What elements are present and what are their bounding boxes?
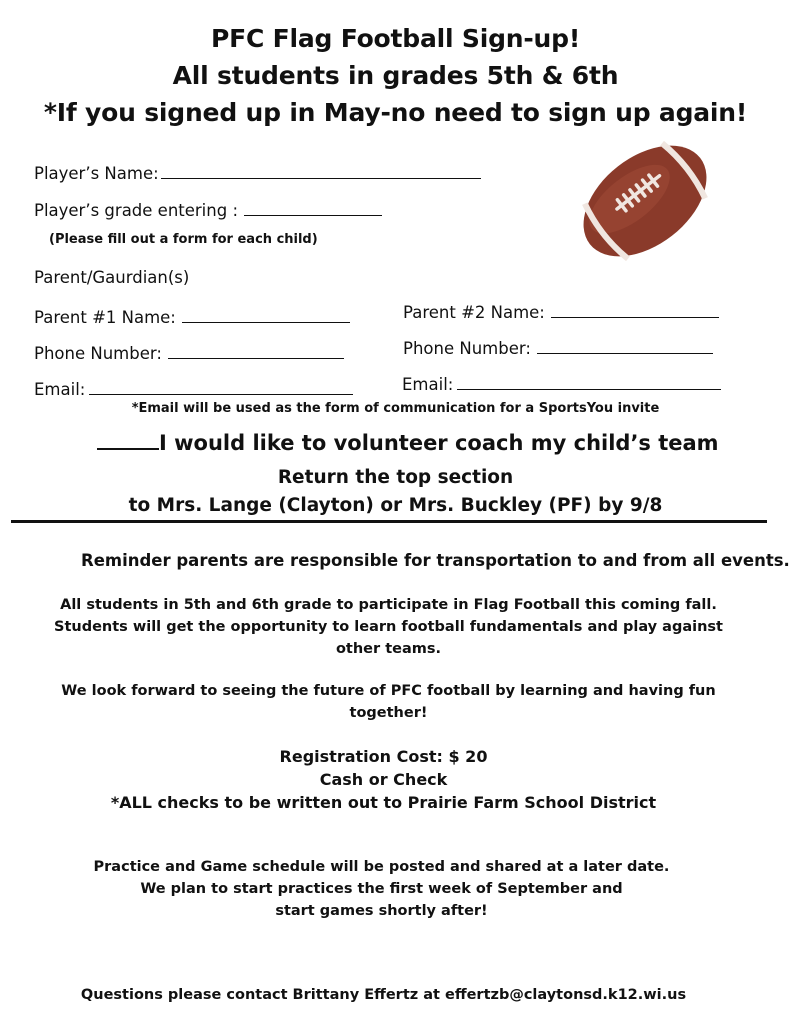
- parent1-email-field[interactable]: [34, 376, 353, 399]
- parent1-phone-field[interactable]: [34, 340, 344, 363]
- para2-line-1: We look forward to seeing the future of PFC football by learning and having fun: [61, 683, 716, 699]
- schedule-line-3: start games shortly after!: [275, 903, 488, 919]
- contact-text: Questions please contact Brittany Effertz at effertzb@claytonsd.k12.wi.us: [80, 987, 687, 1003]
- volunteer-text: I would like to volunteer coach my child’s team: [159, 431, 719, 455]
- volunteer-blank[interactable]: [97, 426, 159, 450]
- player-name-label: Player’s Name:: [34, 164, 159, 183]
- parent2-name-field[interactable]: [403, 299, 719, 322]
- player-name-blank[interactable]: [161, 160, 481, 179]
- player-name-field[interactable]: [34, 160, 481, 183]
- title-line-3: *If you signed up in May-no need to sign up again!: [43, 98, 748, 127]
- parent2-name-label: Parent #2 Name:: [403, 303, 545, 322]
- parent-heading: Parent/Gaurdian(s): [34, 268, 190, 287]
- para1-line-3: other teams.: [335, 641, 442, 657]
- parent2-phone-field[interactable]: [403, 335, 713, 358]
- parent1-name-blank[interactable]: [182, 304, 350, 323]
- return-line-2: to Mrs. Lange (Clayton) or Mrs. Buckley (PF) by 9/8: [128, 495, 663, 516]
- email-note: *Email will be used as the form of communication for a SportsYou invite: [131, 401, 660, 416]
- parent1-email-blank[interactable]: [89, 376, 353, 395]
- player-grade-field[interactable]: [34, 197, 382, 220]
- volunteer-field[interactable]: [97, 426, 719, 455]
- schedule-line-2: We plan to start practices the first week of September and: [140, 881, 623, 897]
- para1-line-2: Students will get the opportunity to learn football fundamentals and play against: [54, 619, 723, 635]
- cut-divider: [11, 520, 767, 523]
- parent2-email-blank[interactable]: [457, 371, 721, 390]
- parent2-phone-blank[interactable]: [537, 335, 713, 354]
- title-line-1: PFC Flag Football Sign-up!: [210, 24, 581, 53]
- cost-line-1: Registration Cost: $ 20: [279, 747, 488, 766]
- title-line-2: All students in grades 5th & 6th: [172, 61, 619, 90]
- parent1-phone-label: Phone Number:: [34, 344, 162, 363]
- cost-line-3: *ALL checks to be written out to Prairie Farm School District: [110, 793, 657, 812]
- player-grade-blank[interactable]: [244, 197, 382, 216]
- return-line-1: Return the top section: [277, 467, 514, 488]
- para1-line-1: All students in 5th and 6th grade to participate in Flag Football this coming fall.: [60, 597, 717, 613]
- football-icon: [574, 138, 716, 264]
- reminder-text: Reminder parents are responsible for transportation to and from all events.: [81, 551, 790, 570]
- parent1-name-field[interactable]: [34, 304, 350, 327]
- parent2-name-blank[interactable]: [551, 299, 719, 318]
- parent2-email-label: Email:: [402, 375, 454, 394]
- parent2-email-field[interactable]: [402, 371, 721, 394]
- parent1-name-label: Parent #1 Name:: [34, 308, 176, 327]
- cost-line-2: Cash or Check: [319, 770, 448, 789]
- parent2-phone-label: Phone Number:: [403, 339, 531, 358]
- player-grade-label: Player’s grade entering :: [34, 201, 239, 220]
- per-child-note: (Please fill out a form for each child): [49, 232, 318, 247]
- para2-line-2: together!: [349, 705, 428, 721]
- parent1-email-label: Email:: [34, 380, 86, 399]
- schedule-line-1: Practice and Game schedule will be posted and shared at a later date.: [93, 859, 670, 875]
- parent1-phone-blank[interactable]: [168, 340, 344, 359]
